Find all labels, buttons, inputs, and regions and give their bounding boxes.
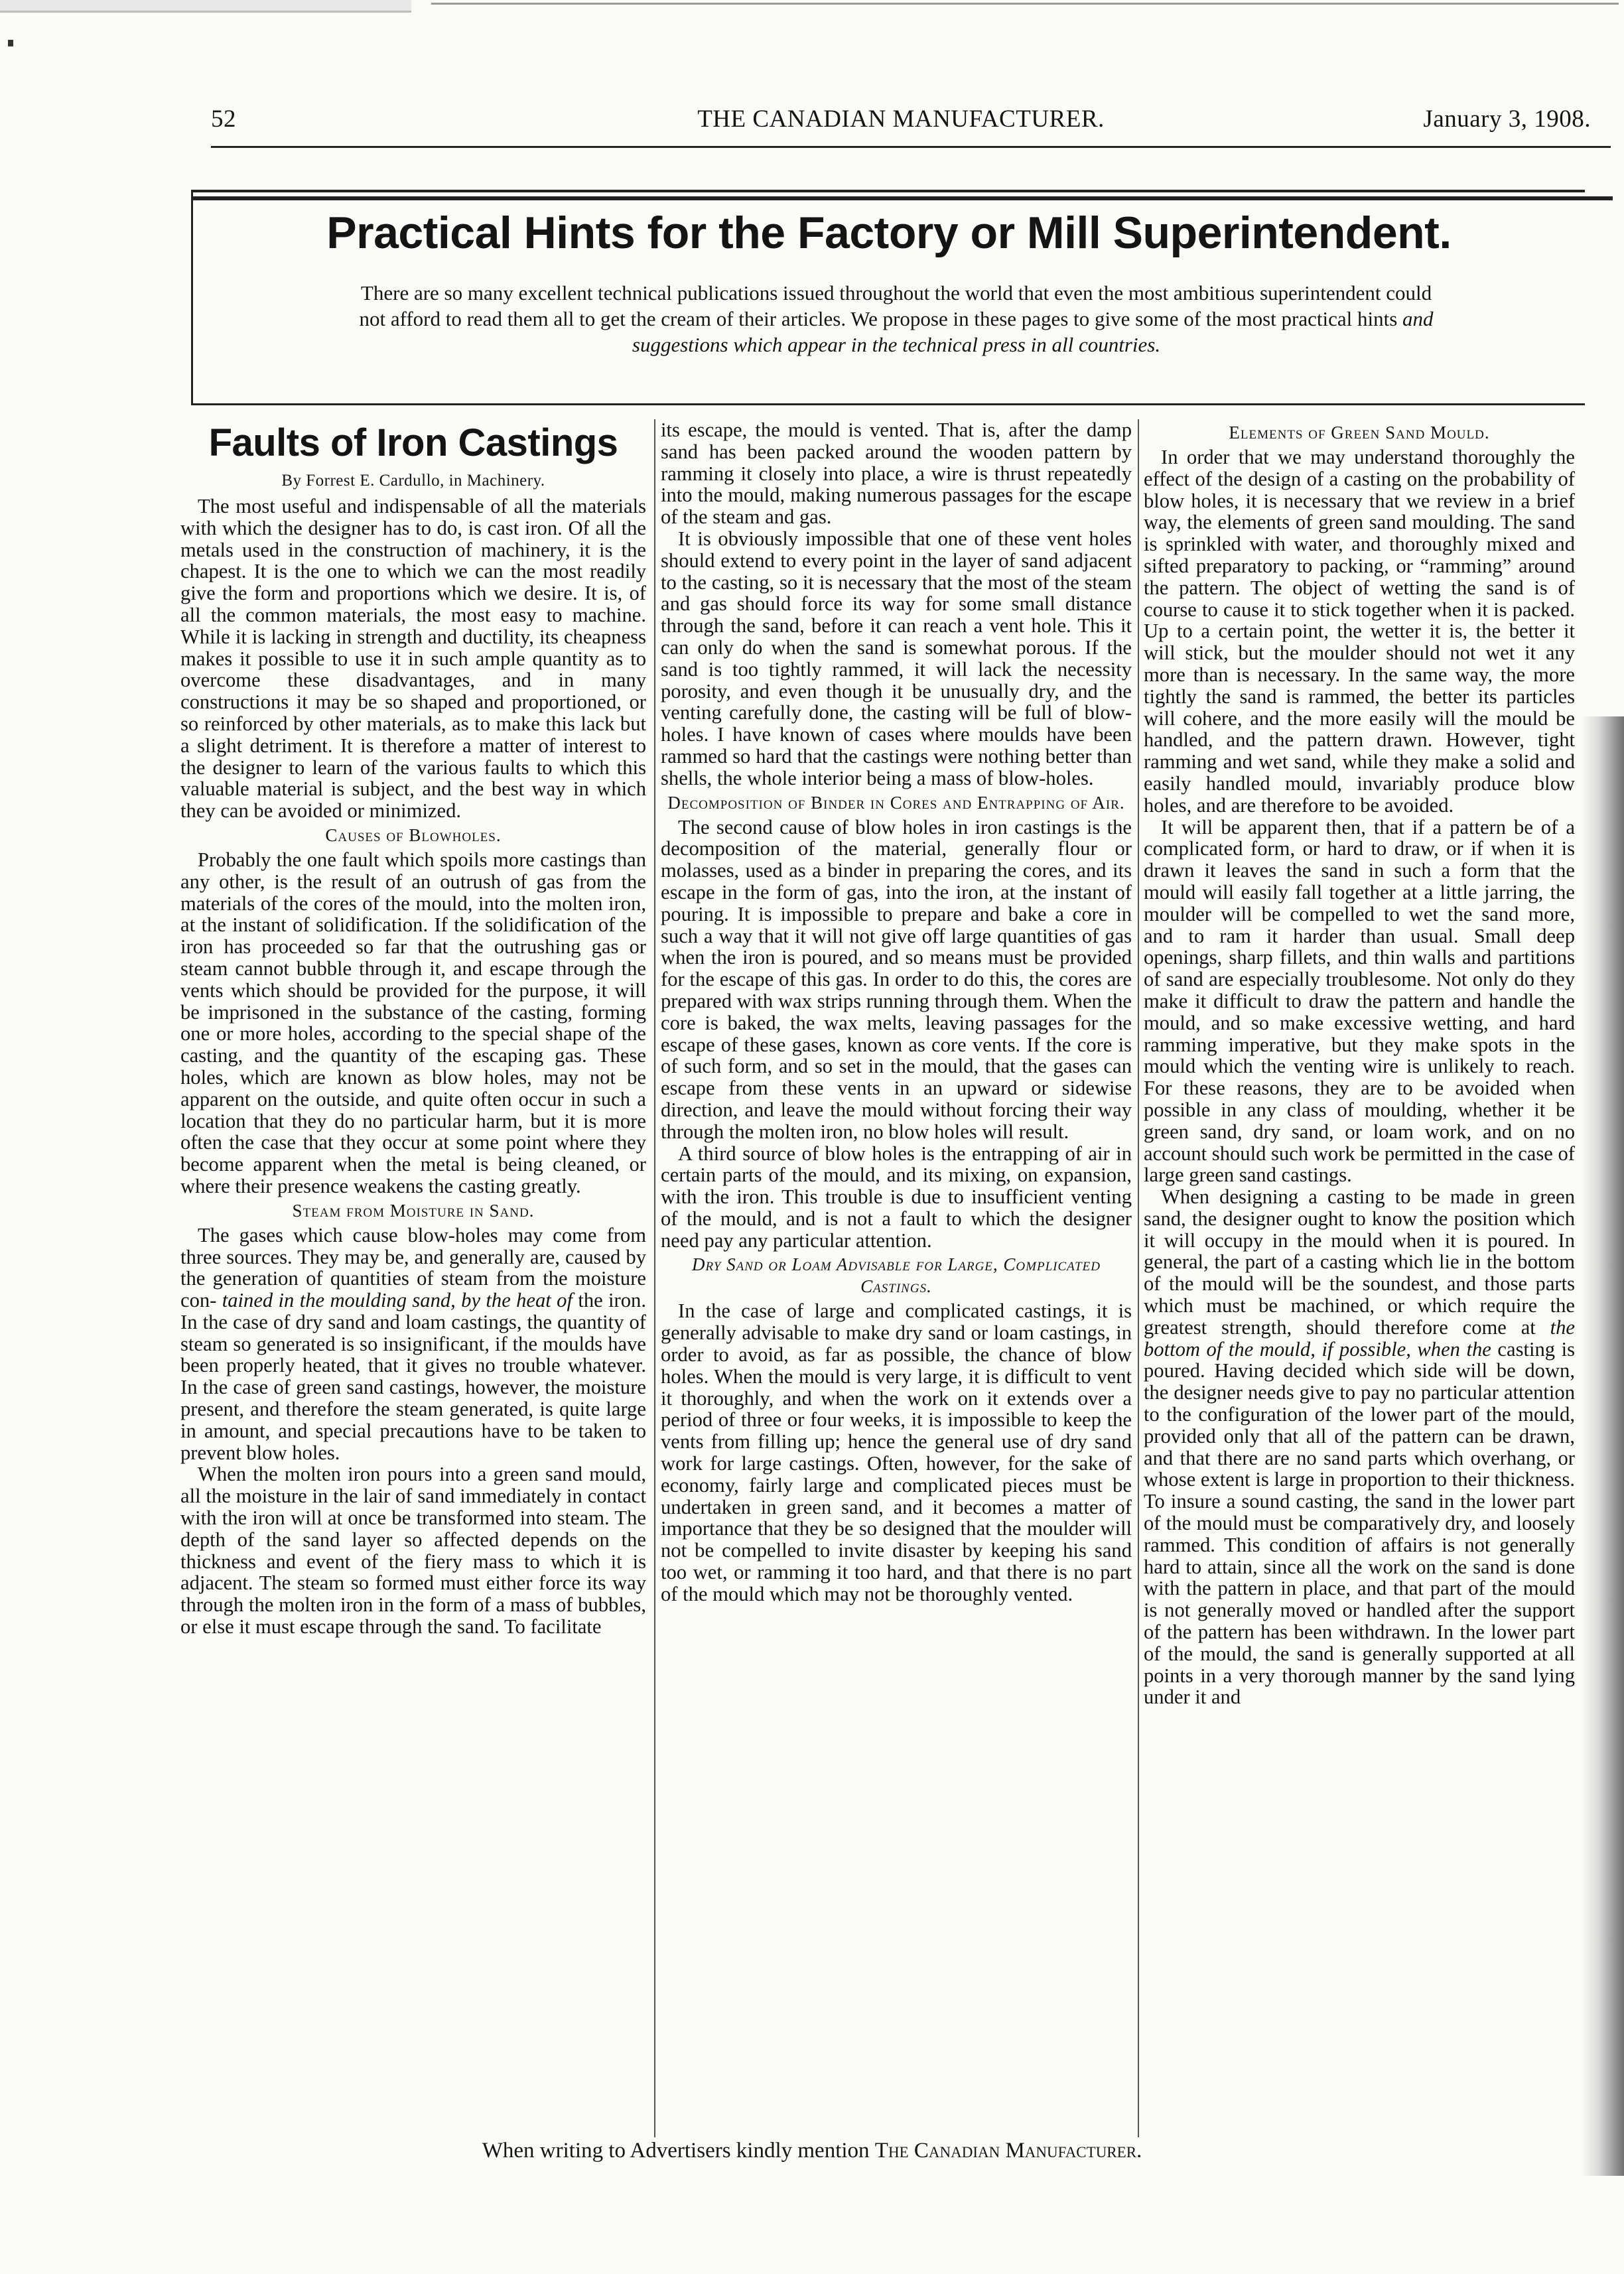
- paragraph: It will be apparent then, that if a pattern be of a complicated form, or hard to draw, or if when it is drawn it leaves the sand in such a form that the mould will easily fall together at a little jarring, the moulder will be compelled to wet the sand more, and to ram it harder than usual. Small deep openings, sharp fillets, and thin walls and partitions of sand are especially troublesome. Not only do they make it difficult to draw the pattern and handle the mould, and so make excessive wetting, and hard ramming imperative, but they make spots in the mould which the venting wire is unlikely to reach. For these reasons, they are to be avoided when possible in any class of moulding, whether it be green sand, dry sand, or loam work, and on no account should such work be permitted in the case of large green sand castings.: [1144, 815, 1575, 1187]
- column-rule: [654, 419, 655, 2137]
- scan-edge-shadow: [1580, 716, 1624, 2176]
- page-number: 52: [211, 105, 236, 133]
- paragraph: It is obviously impossible that one of these vent holes should extend to every point in the layer of sand adjacent to the casting, so it is necessary that the most of the steam and gas should force its way for some small distance through the sand, before it can reach a vent hole. This it can only do when the sand is somewhat porous. If the sand is too tightly rammed, it will lack the necessity porosity, and even though it be unusually dry, and the venting carefully done, the casting will be full of blow-holes. I have known of cases where moulds have been rammed so hard that the castings were nothing better than shells, the whole interior being a mass of blow-holes.: [661, 527, 1132, 789]
- subheading: Decomposition of Binder in Cores and Entrapping of Air.: [667, 792, 1125, 813]
- scan-artifact-top: [0, 0, 411, 13]
- banner-rule: [193, 196, 1613, 200]
- issue-date: January 3, 1908.: [1423, 105, 1591, 133]
- paragraph: When the molten iron pours into a green sand mould, all the moisture in the lair of sand immediately in contact with the iron will at once be transformed into steam. The depth of the sand layer so affected depends on the thickness and event of the fiery mass to which it is adjacent. The steam so formed must either force its way through the molten iron in the form of a mass of bubbles, or else it must escape through the sand. To facilitate: [180, 1463, 646, 1639]
- paragraph-text: the iron. In the case of dry sand and loam castings, the quantity of steam so generated is so insignificant, if the moulds have been properly heated, that it gives no trouble whatever. In the case of green sand castings, however, the moisture present, and therefore the steam generated, is quite large in amount, and special precautions have to be taken to prevent blow holes.: [180, 1289, 646, 1464]
- subheading: Dry Sand or Loam Advisable for Large, Complicated Castings.: [692, 1254, 1101, 1297]
- column-1: [180, 419, 646, 2137]
- column-rule: [1138, 419, 1139, 2137]
- paragraph-italic: tained in the moulding sand, by the heat of: [222, 1289, 573, 1312]
- paragraph: The most useful and indispensable of all the materials with which the designer has to do, is cast iron. Of all the metals used in the construction of machinery, it is the chapest. It is the one to which we can the most readily give the form and proportions which we desire. It is, of all the common materials, the most easy to machine. While it is lacking in strength and ductility, its cheapness makes it possible to use it in such ample quantity as to overcome these disadvantages, and in many constructions it may be so shaped and proportioned, or so reinforced by other materials, as to make this lack but a slight detriment. It is therefore a matter of interest to the designer to learn of the various faults to which this valuable material is subject, and the best way in which they can be avoided or minimized.: [180, 495, 646, 823]
- footer-publication: The Canadian Manufacturer.: [874, 2139, 1142, 2163]
- paragraph: The second cause of blow holes in iron castings is the decomposition of the material, generally flour or molasses, used as a binder in preparing the cores, and its escape in the form of gas, into the iron, at the instant of pouring. It is impossible to prepare and bake a core in such a way that it will not give off large quantities of gas when the iron is poured, and so means must be provided for the escape of this gas. In order to do this, the cores are prepared with wax strips running through them. When the core is baked, the wax melts, leaving passages for the escape of these gases, known as core vents. If the core is of such form, and so set in the mould, that the gases can escape from these vents in an upward or sidewise direction, and leave the mould without forcing their way through the molten iron, no blow holes will result.: [661, 815, 1132, 1143]
- paragraph: In the case of large and complicated castings, it is generally advisable to make dry sand or loam castings, in order to avoid, as far as possible, the chance of blow holes. When the mould is very large, it is difficult to vent it thoroughly, and when the work on it extends over a period of three or four weeks, it is impossible to keep the vents from filling up; hence the general use of dry sand work for large castings. Often, however, for the sake of economy, fairly large and complicated pieces must be undertaken in green sand, and it becomes a matter of importance that they be so designed that the moulder will not be compelled to invite disaster by keeping his sand too wet, or ramming it too hard, and that there is no part of the mould which may not be thoroughly vented.: [661, 1300, 1132, 1605]
- section-title: Practical Hints for the Factory or Mill Superintendent.: [326, 208, 1452, 258]
- publication-title: THE CANADIAN MANUFACTURER.: [697, 105, 1105, 133]
- paragraph: A third source of blow holes is the entrapping of air in certain parts of the mould, and its mixing, on expansion, with the iron. This trouble is due to insufficient venting of the mould, and is not a fault to which the designer need pay any particular attention.: [661, 1142, 1132, 1252]
- article-byline: By Forrest E. Cardullo, in Machinery.: [281, 472, 545, 490]
- footer-notice: [0, 2139, 1624, 2163]
- article-title: Faults of Iron Castings: [208, 421, 618, 464]
- paragraph-text: When designing a casting to be made in green sand, the designer ought to know the position which it will occupy in the mould when it is poured. In general, the part of a casting which lie in the bottom of the mould will be the soundest, and those parts which must be machined, or which require the greatest strength, should therefore come at: [1144, 1185, 1575, 1339]
- header-rule: [211, 146, 1611, 148]
- subheading: Causes of Blowholes.: [325, 825, 502, 845]
- column-2: [661, 419, 1132, 2137]
- paragraph: its escape, the mould is vented. That is, after the damp sand has been packed around the wooden pattern by ramming it closely into place, a wire is thrust repeatedly into the mould, making numerous passages for the escape of the steam and gas.: [661, 419, 1132, 529]
- section-intro-italic: and suggestions which appear in the technical press in all countries.: [632, 307, 1434, 356]
- section-banner: [191, 190, 1585, 405]
- column-3: [1144, 419, 1575, 2137]
- section-intro: [352, 280, 1440, 358]
- paragraph: [180, 1225, 646, 1464]
- paragraph: [1144, 1186, 1575, 1708]
- subheading: Elements of Green Sand Mould.: [1229, 423, 1490, 442]
- paragraph: In order that we may understand thoroughly the effect of the design of a casting on the probability of blow holes, it is necessary that we review in a brief way, the elements of green sand moulding. The sand is sprinkled with water, and thoroughly mixed and sifted preparatory to packing, or “ramming” around the pattern. The object of wetting the sand is of course to cause it to stick together when it is packed. Up to a certain point, the wetter it is, the better it will stick, but the moulder should not wet it any more than is necessary. In the same way, the more tightly the sand is rammed, the better its particles will cohere, and the more easily will the mould be handled, and the pattern drawn. However, tight ramming and wet sand, while they make a solid and easily handled mould, invariably produce blow holes, and are therefore to be avoided.: [1144, 446, 1575, 817]
- paragraph-text: The gases which cause blow-holes may come from three sources. They may be, and generally are, caused by the generation of quantities of steam from the moisture con-: [180, 1223, 646, 1312]
- scan-artifact-rule: [431, 3, 1619, 5]
- paragraph-italic: the bottom of the mould, if possible, when the: [1144, 1315, 1575, 1361]
- footer-text: When writing to Advertisers kindly mention: [482, 2139, 875, 2163]
- paragraph: Probably the one fault which spoils more castings than any other, is the result of an outrush of gas from the materials of the cores of the mould, into the molten iron, at the instant of solidification. If the solidification of the iron has proceeded so far that the outrushing gas or steam cannot bubble through it, and escape through the vents which should be provided for the purpose, it will be imprisoned in the substance of the casting, forming one or more holes, according to the special shape of the casting, and the quantity of the escaping gas. These holes, which are known as blow holes, may not be apparent on the outside, and quite often occur in such a location that they do no particular harm, but it is more often the case that they occur at some point where they become apparent when the metal is being cleaned, or where their presence weakens the casting greatly.: [180, 848, 646, 1197]
- subheading: Steam from Moisture in Sand.: [292, 1200, 535, 1221]
- section-intro-text: There are so many excellent technical publications issued throughout the world that even the most ambitious superintendent could not afford to read them all to get the cream of their articles. We propose in these pages to give some of the most practical hints: [359, 281, 1432, 330]
- running-head: [211, 105, 1591, 138]
- paragraph-text: casting is poured. Having decided which side will be down, the designer needs give to pay no particular attention to the configuration of the lower part of the mould, provided only that all of the pattern can be drawn, and that there are no sand parts which overhang, or whose extent is large in proportion to their thickness. To insure a sound casting, the sand in the lower part of the mould must be comparatively dry, and loosely rammed. This condition of affairs is not generally hard to attain, since all the work on the sand is done with the pattern in place, and that part of the mould is not generally moved or handled after the support of the pattern has been withdrawn. In the lower part of the mould, the sand is generally supported at all points in a very thorough manner by the sand lying under it and: [1144, 1337, 1575, 1709]
- scan-mark: [8, 40, 13, 46]
